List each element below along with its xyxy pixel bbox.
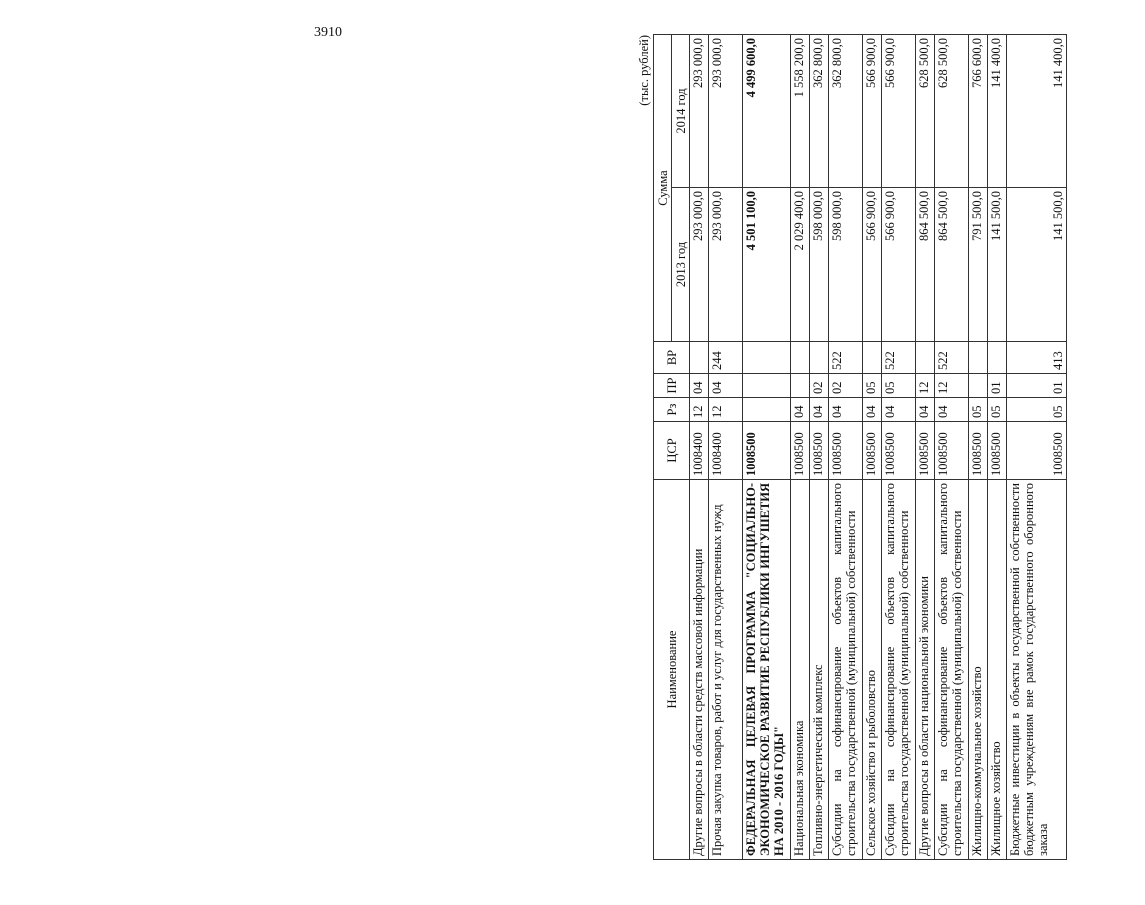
row-rz: 05 [1007,398,1067,422]
row-name: Другие вопросы в области национальной экономики [916,480,935,860]
row-2013: 864 500,0 [916,188,935,342]
row-2013: 141 500,0 [1007,188,1067,342]
row-rz: 04 [810,398,829,422]
row-csr: 1008400 [690,422,709,480]
row-pr: 04 [690,374,709,398]
row-2014: 1 558 200,0 [791,35,810,188]
row-2013: 141 500,0 [988,188,1007,342]
row-rz: 04 [935,398,969,422]
header-2014: 2014 год [672,35,690,188]
row-2014: 766 600,0 [969,35,988,188]
row-2014: 362 800,0 [810,35,829,188]
row-2013: 864 500,0 [935,188,969,342]
row-pr: 05 [882,374,916,398]
row-name: Топливно-энергетический комплекс [810,480,829,860]
row-csr: 1008500 [810,422,829,480]
row-2014: 4 499 600,0 [743,35,791,188]
row-vr: 522 [935,342,969,374]
row-vr [863,342,882,374]
units-label: (тыс. рублей) [637,35,651,106]
header-rz: Рз [654,398,690,422]
row-pr [743,374,791,398]
row-rz: 12 [690,398,709,422]
header-name: Наименование [654,480,690,860]
row-2014: 628 500,0 [916,35,935,188]
row-vr [916,342,935,374]
row-2014: 566 900,0 [863,35,882,188]
row-name: Национальная экономика [791,480,810,860]
row-2013: 598 000,0 [810,188,829,342]
row-csr: 1008500 [988,422,1007,480]
table-row [863,35,882,860]
row-vr: 244 [709,342,743,374]
row-vr [690,342,709,374]
row-2014: 141 400,0 [1007,35,1067,188]
row-name: Сельское хозяйство и рыболовство [863,480,882,860]
row-vr: 522 [829,342,863,374]
row-csr: 1008500 [969,422,988,480]
row-name: ФЕДЕРАЛЬНАЯ ЦЕЛЕВАЯ ПРОГРАММА "СОЦИАЛЬНО-ЭКОНОМИЧЕСКОЕ РАЗВИТИЕ РЕСПУБЛИКИ ИНГУШЕТИЯ НА 2010 - 2016 ГОДЫ" [743,480,791,860]
row-2013: 598 000,0 [829,188,863,342]
row-2013: 293 000,0 [690,188,709,342]
row-name: Бюджетные инвестиции в объекты государственной собственности бюджетным учреждениям вне рамок государственного оборонного заказа [1007,480,1067,860]
row-pr: 12 [916,374,935,398]
row-name: Субсидии на софинансирование объектов капитального строительства государственной (муниципальной) собственности [935,480,969,860]
table-row [743,35,791,860]
row-pr [791,374,810,398]
row-vr [810,342,829,374]
row-2013: 566 900,0 [863,188,882,342]
row-rz: 05 [988,398,1007,422]
table-row [791,35,810,860]
row-vr [969,342,988,374]
row-pr: 02 [810,374,829,398]
row-pr: 12 [935,374,969,398]
row-csr: 1008500 [882,422,916,480]
row-2013: 4 501 100,0 [743,188,791,342]
row-rz: 04 [916,398,935,422]
table-row [969,35,988,860]
row-2013: 566 900,0 [882,188,916,342]
row-pr: 01 [988,374,1007,398]
row-2013: 293 000,0 [709,188,743,342]
table-row [709,35,743,860]
row-vr [791,342,810,374]
table-row [988,35,1007,860]
row-name: Субсидии на софинансирование объектов капитального строительства государственной (муниципальной) собственности [882,480,916,860]
row-csr: 1008500 [935,422,969,480]
row-rz: 04 [863,398,882,422]
row-2014: 362 800,0 [829,35,863,188]
row-pr [969,374,988,398]
row-vr: 413 [1007,342,1067,374]
table-row [690,35,709,860]
row-rz: 04 [791,398,810,422]
row-2014: 566 900,0 [882,35,916,188]
row-2014: 293 000,0 [709,35,743,188]
table-row [882,35,916,860]
row-pr: 01 [1007,374,1067,398]
row-name: Другие вопросы в области средств массовой информации [690,480,709,860]
header-2013: 2013 год [672,188,690,342]
table-row [1007,35,1067,860]
header-vr: ВР [654,342,690,374]
row-name: Жилищно-коммунальное хозяйство [969,480,988,860]
row-rz: 04 [882,398,916,422]
row-2013: 791 500,0 [969,188,988,342]
table-row [916,35,935,860]
row-pr: 05 [863,374,882,398]
row-pr: 04 [709,374,743,398]
row-name: Жилищное хозяйство [988,480,1007,860]
row-vr [743,342,791,374]
row-csr: 1008500 [829,422,863,480]
row-2014: 141 400,0 [988,35,1007,188]
budget-table [653,34,1067,860]
header-sum: Сумма [654,35,672,342]
table-row [829,35,863,860]
row-rz: 04 [829,398,863,422]
row-name: Прочая закупка товаров, работ и услуг для государственных нужд [709,480,743,860]
row-2014: 293 000,0 [690,35,709,188]
page-number: 3910 [314,25,342,40]
row-csr: 1008400 [709,422,743,480]
row-rz: 12 [709,398,743,422]
row-pr: 02 [829,374,863,398]
row-rz: 05 [969,398,988,422]
row-rz [743,398,791,422]
row-csr: 1008500 [791,422,810,480]
row-2013: 2 029 400,0 [791,188,810,342]
row-csr: 1008500 [1007,422,1067,480]
rotated-table-region [635,35,1145,860]
header-csr: ЦСР [654,422,690,480]
row-name: Субсидии на софинансирование объектов капитального строительства государственной (муниципальной) собственности [829,480,863,860]
table-row [810,35,829,860]
row-2014: 628 500,0 [935,35,969,188]
table-row [935,35,969,860]
row-vr [988,342,1007,374]
row-vr: 522 [882,342,916,374]
row-csr: 1008500 [863,422,882,480]
row-csr: 1008500 [743,422,791,480]
row-csr: 1008500 [916,422,935,480]
header-pr: ПР [654,374,690,398]
